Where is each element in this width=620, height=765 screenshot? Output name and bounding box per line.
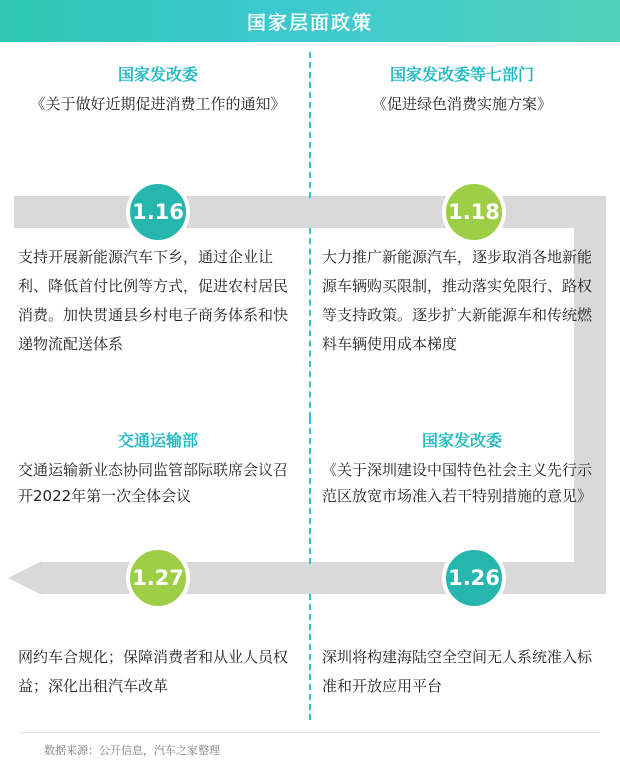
policy-item-2-doc: 《促进绿色消费实施方案》: [371, 95, 552, 113]
page-title: 国家层面政策: [246, 11, 373, 34]
policy-item-3-doc: 交通运输新业态协同监管部际联席会议召开2022年第一次全体会议: [18, 461, 289, 505]
policy-item-4-org: 国家发改委: [421, 431, 502, 450]
divider-dashed-3: [309, 418, 311, 564]
policy-item-1-body: 支持开展新能源汽车下乡，通过企业让利、降低首付比例等方式，促进农村居民消费。加快贯通县乡村电子商务体系和快递物流配送体系: [18, 248, 289, 353]
header-bar: [0, 0, 620, 42]
policy-item-4-body: 深圳将构建海陆空全空间无人系统准入标准和开放应用平台: [322, 648, 593, 695]
policy-item-1-doc: 《关于做好近期促进消费工作的通知》: [30, 95, 286, 113]
policy-item-1-heading: [18, 62, 298, 117]
policy-item-3-body: 网约车合规化；保障消费者和从业人员权益；深化出租汽车改革: [18, 648, 289, 695]
policy-item-2-org: 国家发改委等七部门: [389, 65, 534, 84]
policy-item-2-date-badge: 1.18: [442, 180, 506, 244]
divider-dashed-2: [309, 228, 311, 418]
policy-item-3-org: 交通运输部: [117, 431, 198, 450]
divider-dashed-1: [309, 52, 311, 198]
policy-item-1-date-badge: 1.16: [126, 180, 190, 244]
policy-item-3-date-badge: 1.27: [126, 546, 190, 610]
policy-item-2-body: 大力推广新能源汽车，逐步取消各地新能源车辆购买限制，推动落实免限行、路权等支持政策。逐步扩大新能源车和传统燃料车辆使用成本梯度: [322, 248, 593, 353]
policy-item-3-heading: [18, 428, 298, 509]
policy-item-2-heading: [322, 62, 602, 117]
timeline-track-top: [14, 196, 606, 228]
footer-divider: [20, 732, 600, 733]
policy-item-1-org: 国家发改委: [117, 65, 198, 84]
timeline-arrow-head: [8, 561, 42, 595]
source-note: 数据来源：公开信息，汽车之家整理: [44, 744, 220, 757]
divider-dashed-4: [309, 594, 311, 720]
timeline-track-bottom: [40, 562, 606, 594]
policy-item-4-doc: 《关于深圳建设中国特色社会主义先行示范区放宽市场准入若干特别措施的意见》: [322, 461, 593, 505]
policy-item-4-heading: [322, 428, 602, 509]
policy-item-4-date-badge: 1.26: [442, 546, 506, 610]
